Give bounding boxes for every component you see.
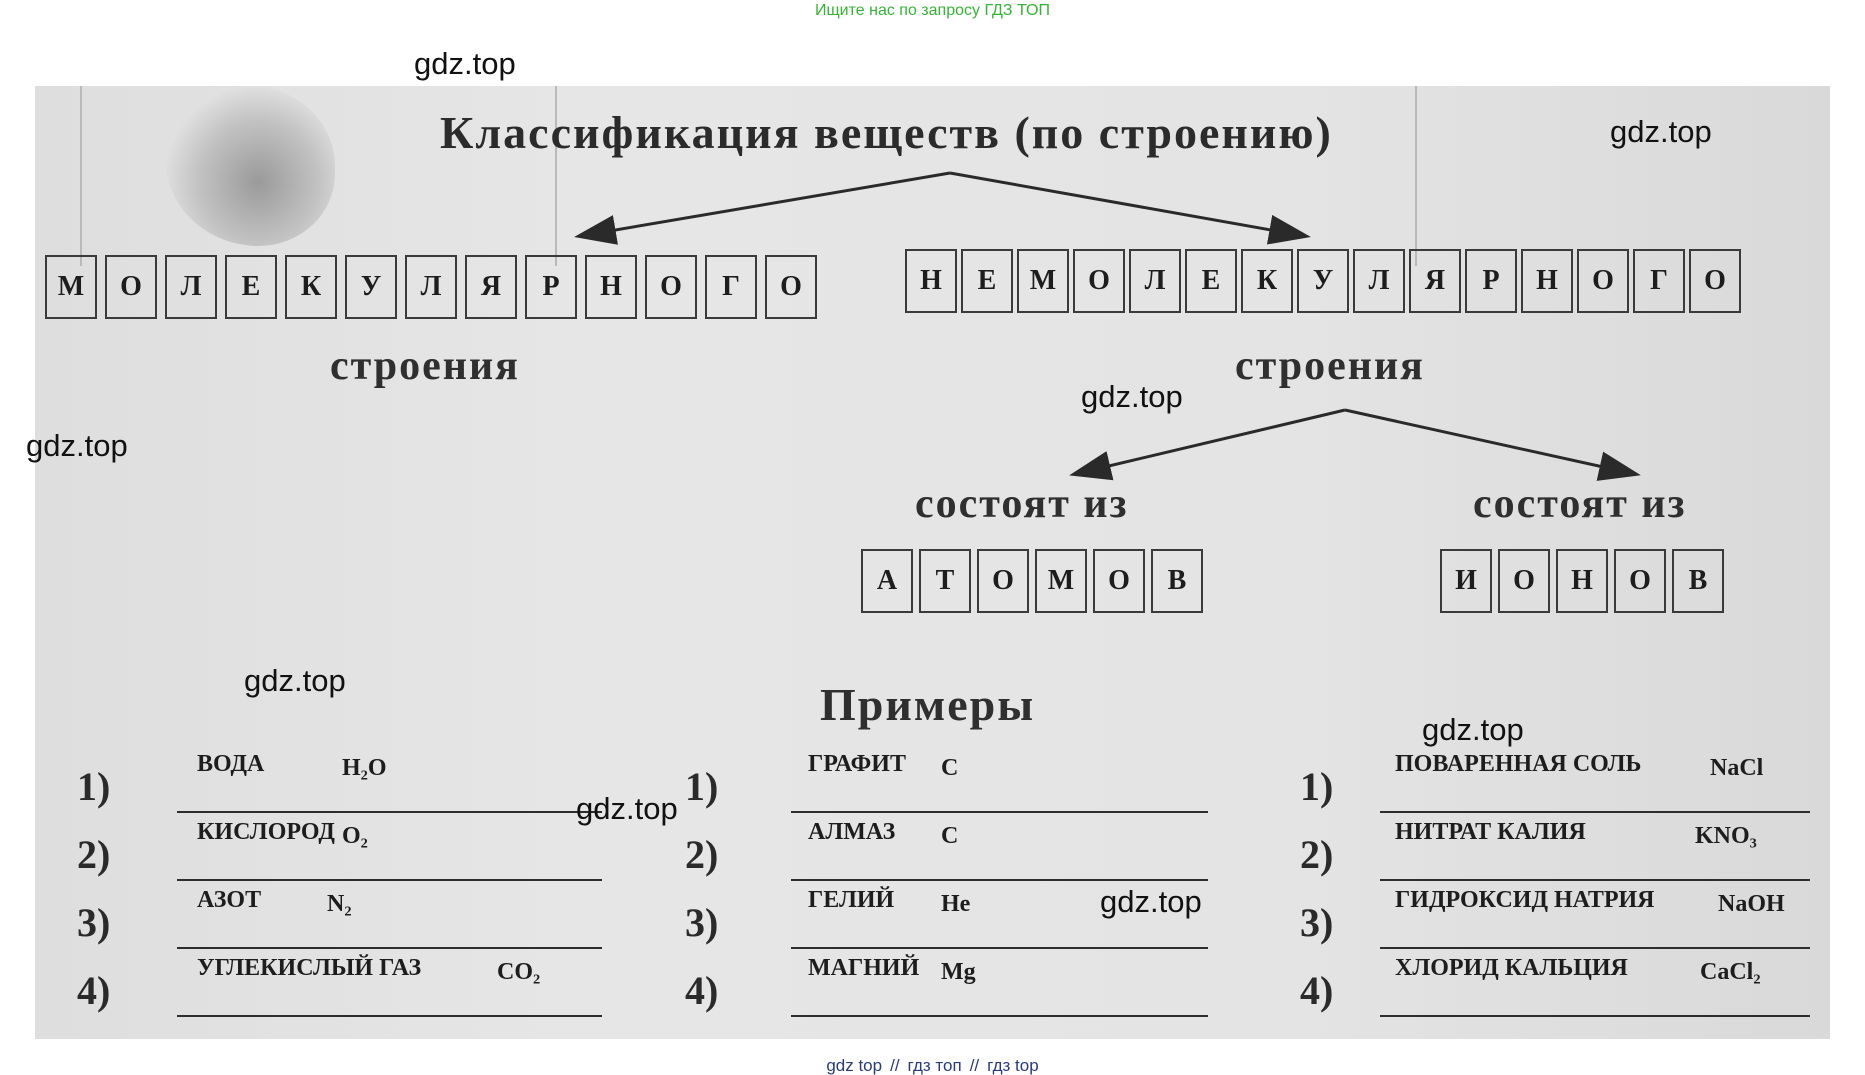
letter-box: Л <box>405 255 457 319</box>
example-number: 2) <box>685 832 719 877</box>
arrow-to-atoms <box>1075 410 1345 474</box>
example-formula: KNO₃ <box>1695 823 1757 849</box>
molecular-letter-row <box>45 255 817 319</box>
example-row <box>1300 751 1830 815</box>
arrow-to-molecular <box>580 173 950 236</box>
example-row <box>77 819 622 883</box>
letter-box: О <box>105 255 157 319</box>
footer-separator: // <box>969 1056 980 1075</box>
letter-box: Г <box>705 255 757 319</box>
letter-box: Г <box>1633 249 1685 313</box>
example-formula: C <box>941 823 959 849</box>
answer-line <box>791 811 1208 813</box>
example-row <box>77 887 622 951</box>
letter-box: Л <box>1129 249 1181 313</box>
answer-line <box>791 1015 1208 1017</box>
answer-line <box>1380 879 1810 881</box>
letter-box: О <box>1614 549 1666 613</box>
example-number: 1) <box>1300 764 1334 809</box>
example-substance-name: УГЛЕКИСЛЫЙ ГАЗ <box>197 955 422 981</box>
letter-box: Я <box>1409 249 1461 313</box>
example-substance-name: ХЛОРИД КАЛЬЦИЯ <box>1395 955 1628 981</box>
example-substance-name: ГИДРОКСИД НАТРИЯ <box>1395 887 1655 913</box>
letter-box: Е <box>961 249 1013 313</box>
atoms-letter-row <box>861 549 1203 613</box>
example-substance-name: ВОДА <box>197 751 265 777</box>
example-row <box>685 819 1228 883</box>
example-number: 2) <box>77 832 111 877</box>
example-number: 1) <box>77 764 111 809</box>
example-substance-name: МАГНИЙ <box>808 955 920 981</box>
watermark: gdz.top <box>26 428 128 463</box>
footer-link[interactable]: gdz top <box>826 1056 883 1075</box>
example-number: 1) <box>685 764 719 809</box>
letter-box: Я <box>465 255 517 319</box>
example-formula: O₂ <box>342 823 368 849</box>
letter-box: В <box>1672 549 1724 613</box>
watermark: gdz.top <box>576 791 678 826</box>
example-formula: Mg <box>941 959 976 985</box>
letter-box: М <box>1035 549 1087 613</box>
letter-box: Н <box>1521 249 1573 313</box>
example-substance-name: ПОВАРЕННАЯ СОЛЬ <box>1395 751 1642 777</box>
answer-line <box>1380 811 1810 813</box>
arrow-to-nonmolecular <box>950 173 1305 236</box>
example-number: 2) <box>1300 832 1334 877</box>
nonmolecular-letter-row <box>905 249 1741 313</box>
example-substance-name: КИСЛОРОД <box>197 819 335 845</box>
example-number: 3) <box>685 900 719 945</box>
answer-line <box>177 947 602 949</box>
example-formula: NaCl <box>1710 755 1764 781</box>
letter-box: О <box>977 549 1029 613</box>
examples-heading: Примеры <box>820 679 1036 730</box>
example-substance-name: ГРАФИТ <box>808 751 906 777</box>
answer-line <box>1380 947 1810 949</box>
example-formula: NaOH <box>1718 891 1785 917</box>
example-row <box>77 751 622 815</box>
letter-box: Л <box>165 255 217 319</box>
letter-box: У <box>1297 249 1349 313</box>
example-formula: H₂O <box>342 755 387 781</box>
letter-box: О <box>1689 249 1741 313</box>
example-substance-name: ГЕЛИЙ <box>808 887 895 913</box>
nonmolecular-structure-label: строения <box>1235 343 1425 389</box>
footer-link[interactable]: гдз топ <box>907 1056 962 1075</box>
letter-box: М <box>1017 249 1069 313</box>
letter-box: Р <box>1465 249 1517 313</box>
top-banner: Ищите нас по запросу ГДЗ ТОП <box>815 2 1050 19</box>
example-number: 3) <box>1300 900 1334 945</box>
letter-box: О <box>1577 249 1629 313</box>
textbook-scan <box>35 86 1830 1039</box>
letter-box: О <box>1093 549 1145 613</box>
answer-line <box>1380 1015 1810 1017</box>
example-formula: N₂ <box>327 891 352 917</box>
letter-box: О <box>1498 549 1550 613</box>
letter-box: Р <box>525 255 577 319</box>
ions-label: состоят из <box>1473 481 1687 527</box>
watermark: gdz.top <box>1610 114 1712 149</box>
letter-box: Т <box>919 549 971 613</box>
answer-line <box>177 811 602 813</box>
watermark: gdz.top <box>414 46 516 81</box>
example-number: 4) <box>77 968 111 1013</box>
answer-line <box>177 1015 602 1017</box>
letter-box: Е <box>1185 249 1237 313</box>
example-row <box>1300 819 1830 883</box>
answer-line <box>791 879 1208 881</box>
atoms-label: состоят из <box>915 481 1129 527</box>
example-row <box>685 955 1228 1019</box>
letter-box: М <box>45 255 97 319</box>
letter-box: Л <box>1353 249 1405 313</box>
arrow-to-ions <box>1345 410 1635 474</box>
letter-box: В <box>1151 549 1203 613</box>
letter-box: К <box>285 255 337 319</box>
example-substance-name: АЛМАЗ <box>808 819 896 845</box>
molecular-structure-label: строения <box>330 343 520 389</box>
watermark: gdz.top <box>1100 884 1202 919</box>
watermark: gdz.top <box>1081 379 1183 414</box>
answer-line <box>791 947 1208 949</box>
example-number: 4) <box>685 968 719 1013</box>
letter-box: Н <box>905 249 957 313</box>
letter-box: У <box>345 255 397 319</box>
letter-box: К <box>1241 249 1293 313</box>
example-substance-name: НИТРАТ КАЛИЯ <box>1395 819 1586 845</box>
example-number: 4) <box>1300 968 1334 1013</box>
example-formula: C <box>941 755 959 781</box>
letter-box: О <box>1073 249 1125 313</box>
letter-box: Е <box>225 255 277 319</box>
example-row <box>1300 887 1830 951</box>
letter-box: О <box>765 255 817 319</box>
example-row <box>77 955 622 1019</box>
page-title: Классификация веществ (по строению) <box>440 107 1333 158</box>
example-number: 3) <box>77 900 111 945</box>
ions-letter-row <box>1440 549 1724 613</box>
letter-box: Н <box>585 255 637 319</box>
answer-line <box>177 879 602 881</box>
letter-box: И <box>1440 549 1492 613</box>
example-formula: He <box>941 891 971 917</box>
example-substance-name: АЗОТ <box>197 887 262 913</box>
watermark: gdz.top <box>1422 712 1524 747</box>
example-formula: CaCl₂ <box>1700 959 1761 985</box>
watermark: gdz.top <box>244 663 346 698</box>
letter-box: А <box>861 549 913 613</box>
letter-box: О <box>645 255 697 319</box>
example-row <box>685 751 1228 815</box>
footer-separator: // <box>890 1056 900 1075</box>
example-row <box>1300 955 1830 1019</box>
example-formula: CO₂ <box>497 959 541 985</box>
footer <box>0 1058 1865 1074</box>
letter-box: Н <box>1556 549 1608 613</box>
footer-link[interactable]: гдз top <box>987 1056 1039 1075</box>
